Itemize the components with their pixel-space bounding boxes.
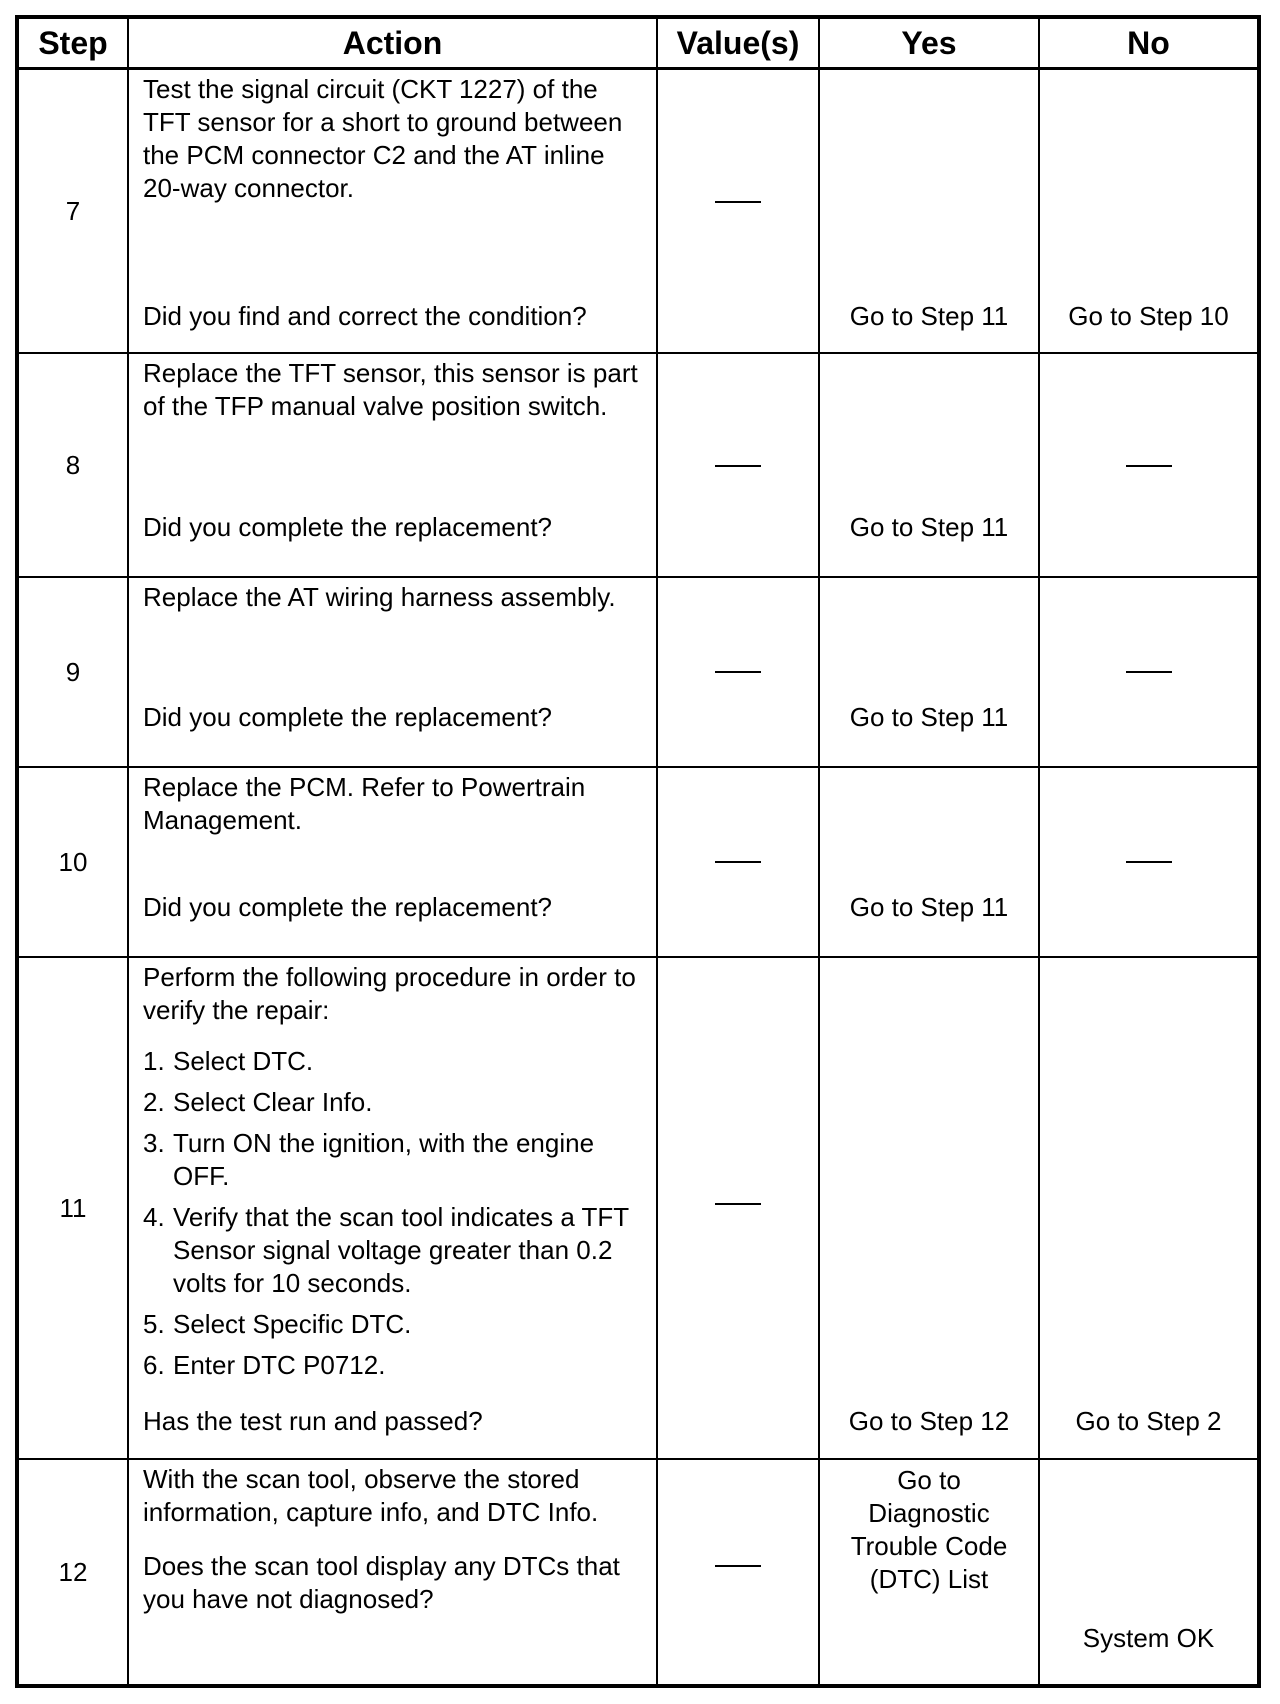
header-no: No [1040, 19, 1257, 70]
step-number: 10 [19, 768, 129, 958]
action-question: Did you complete the replacement? [143, 892, 553, 922]
action-text: Test the signal circuit (CKT 1227) of the TFT sensor for a short to ground between the PCM connector C2 and the AT inline 20-way connector. [143, 74, 623, 203]
step-number: 8 [19, 354, 129, 578]
no-cell [1040, 958, 1257, 1460]
values-cell [658, 768, 820, 958]
dash-mark [1126, 671, 1172, 673]
step-number: 11 [19, 958, 129, 1460]
action-question: Did you complete the replacement? [143, 702, 553, 732]
diagnostic-table [15, 15, 1261, 1688]
action-cell [129, 70, 658, 354]
no-link: System OK [1082, 1623, 1215, 1653]
values-cell [658, 354, 820, 578]
no-link: Go to Step 10 [1068, 301, 1229, 331]
dash-mark [715, 465, 761, 467]
procedure-item: 2. Select Clear Info. [143, 1087, 373, 1117]
action-question: Did you find and correct the condition? [143, 301, 587, 331]
action-cell [129, 768, 658, 958]
action-text: With the scan tool, observe the stored information, capture info, and DTC Info. [143, 1464, 599, 1527]
action-question: Has the test run and passed? [143, 1406, 483, 1436]
yes-link: Go to Step 11 [849, 301, 1009, 331]
action-text: Replace the PCM. Refer to Powertrain Management. [143, 772, 586, 835]
procedure-item: 1. Select DTC. [143, 1046, 314, 1076]
action-question: Does the scan tool display any DTCs that you have not diagnosed? [143, 1551, 620, 1614]
procedure-item: 4. Verify that the scan tool indicates a TFT Sensor signal voltage greater than 0.2 volts for 10 seconds. [143, 1202, 629, 1298]
action-question: Did you complete the replacement? [143, 512, 553, 542]
action-cell [129, 578, 658, 768]
yes-cell [820, 578, 1040, 768]
dash-mark [1126, 465, 1172, 467]
yes-link: Go to Step 12 [848, 1406, 1010, 1436]
header-yes: Yes [820, 19, 1040, 70]
values-cell [658, 578, 820, 768]
action-cell [129, 958, 658, 1460]
header-values: Value(s) [658, 19, 820, 70]
action-text: Perform the following procedure in order to verify the repair: [143, 962, 636, 1025]
dash-mark [1126, 861, 1172, 863]
values-cell [658, 958, 820, 1460]
step-number: 9 [19, 578, 129, 768]
header-step: Step [19, 19, 129, 70]
no-cell [1040, 354, 1257, 578]
yes-cell [820, 1460, 1040, 1684]
yes-cell [820, 958, 1040, 1460]
dash-mark [715, 1565, 761, 1567]
step-number: 12 [19, 1460, 129, 1684]
yes-link: Go to Step 11 [849, 512, 1009, 542]
dash-mark [715, 201, 761, 203]
values-cell [658, 1460, 820, 1684]
step-number: 7 [19, 70, 129, 354]
procedure-list [143, 1045, 648, 1382]
action-cell [129, 354, 658, 578]
action-cell [129, 1460, 658, 1684]
yes-link: Go to Step 11 [849, 702, 1009, 732]
procedure-item: 3. Turn ON the ignition, with the engine OFF. [143, 1128, 595, 1191]
yes-link: Go to Diagnostic Trouble Code (DTC) List [850, 1465, 1008, 1594]
yes-link: Go to Step 11 [849, 892, 1009, 922]
dash-mark [715, 861, 761, 863]
values-cell [658, 70, 820, 354]
dash-mark [715, 1203, 761, 1205]
no-cell [1040, 70, 1257, 354]
procedure-item: 6. Enter DTC P0712. [143, 1350, 386, 1380]
no-cell [1040, 1460, 1257, 1684]
no-cell [1040, 768, 1257, 958]
procedure-item: 5. Select Specific DTC. [143, 1309, 412, 1339]
dash-mark [715, 671, 761, 673]
yes-cell [820, 354, 1040, 578]
no-link: Go to Step 2 [1075, 1406, 1222, 1436]
no-cell [1040, 578, 1257, 768]
header-action: Action [129, 19, 658, 70]
yes-cell [820, 70, 1040, 354]
action-text: Replace the TFT sensor, this sensor is part of the TFP manual valve position switch. [143, 358, 638, 421]
yes-cell [820, 768, 1040, 958]
action-text: Replace the AT wiring harness assembly. [143, 582, 616, 612]
